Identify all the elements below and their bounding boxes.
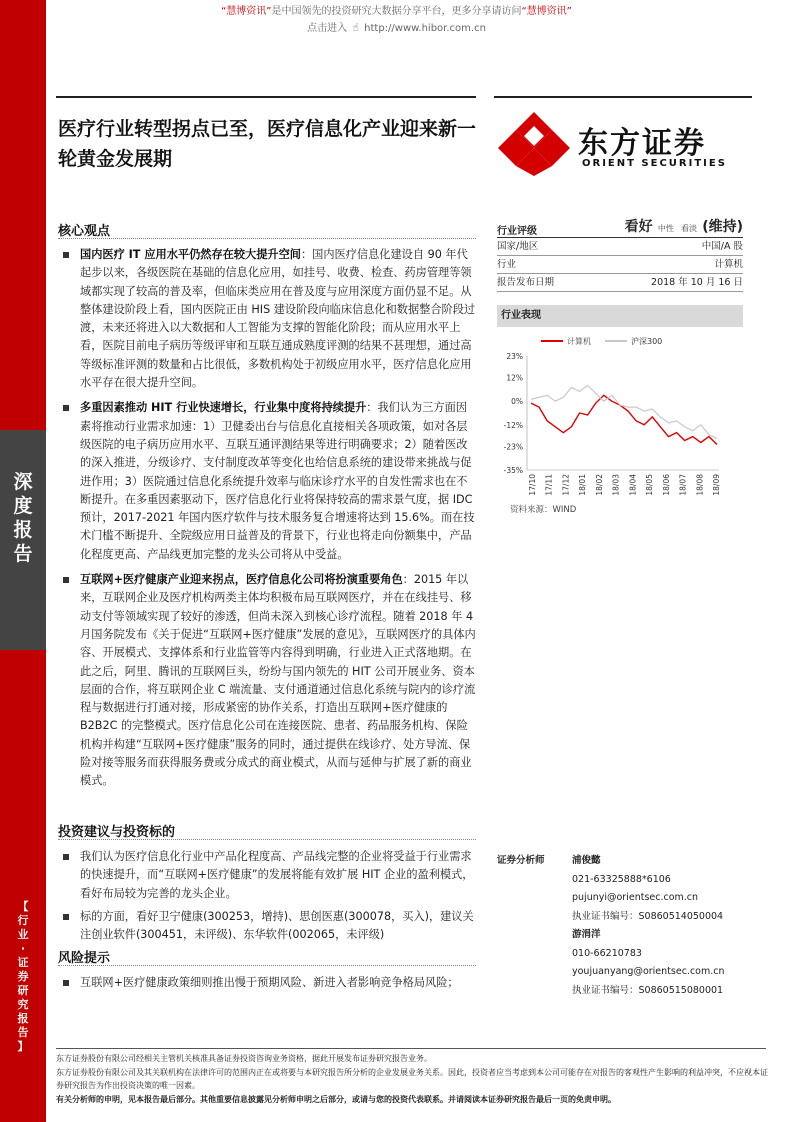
y-tick-label: -35% (503, 466, 523, 475)
bullet-title: 互联网+医疗健康产业迎来拐点，医疗信息化公司将扮演重要角色 (80, 573, 403, 587)
report-type-char: 报 (13, 519, 33, 541)
x-tick-label: 18/08 (695, 474, 705, 496)
rating-row (497, 214, 743, 238)
category-char: 业 (17, 928, 29, 941)
x-tick-label: 18/03 (611, 474, 621, 496)
list-item (58, 246, 478, 392)
analyst-header: 证券分析师 (497, 855, 545, 866)
bullet-title: 多重因素推动 HIT 行业快速增长，行业集中度将持续提升 (80, 401, 367, 415)
bullet-text: 我们认为医疗信息化行业中产品化程度高、产品线完整的企业将受益于行业需求的快速提升，而“互联网+医疗健康”的发展将能有效扩展 HIT 企业的盈利模式，看好布局较为完善的龙头企业。 (80, 850, 474, 900)
report-type-label (0, 470, 46, 566)
core-body (58, 246, 478, 791)
y-tick-label: -23% (503, 442, 523, 452)
report-title: 医疗行业转型拐点已至，医疗信息化产业迎来新一轮黄金发展期 (58, 118, 477, 170)
info-key: 国家/地区 (497, 241, 539, 252)
category-char: 证 (17, 956, 29, 969)
analyst-email[interactable]: pujunyi@orientsec.com.cn (572, 892, 699, 903)
y-tick-label: 23% (506, 352, 523, 361)
list-item (58, 974, 478, 992)
category-char: 行 (17, 914, 29, 927)
chart-source: 资料来源：WIND (510, 505, 577, 515)
banner-text: 是中国领先的投资研究大数据分享平台，更多分享请访问 (271, 6, 522, 17)
x-tick-label: 18/02 (594, 474, 604, 496)
rating-box (497, 214, 743, 292)
x-tick-label: 18/07 (678, 474, 688, 496)
info-row (497, 274, 743, 292)
analyst-phone: 010-66210783 (572, 947, 642, 959)
bullet-text: 标的方面，看好卫宁健康(300253，增持)、思创医惠(300078，买入)，建议关注创业软件(300451，未评级)、东华软件(002065，未评级) (80, 909, 474, 942)
invest-heading: 投资建议与投资标的 (58, 821, 175, 840)
list-item (58, 848, 478, 903)
perf-header: 行业表现 (497, 305, 743, 327)
footer-line: 东方证券股份有限公司经相关主管机关核准具备证券投资咨询业务资格，据此开展发布证券研究报告业务。 (56, 1054, 432, 1063)
invest-body (58, 848, 478, 944)
info-key: 行业 (497, 259, 517, 270)
x-tick-label: 18/09 (712, 474, 721, 496)
info-value: 2018 年 10 月 16 日 (651, 277, 743, 288)
banner-brand: “慧博资讯” (221, 6, 272, 17)
x-tick-label: 18/04 (628, 474, 638, 496)
logo-mark-icon (498, 112, 570, 176)
report-type-char: 度 (13, 495, 33, 517)
bullet-text: ：国内医疗信息化建设自 90 年代起步以来，各级医院在基础的信息化应用，如挂号、收费、检查、药房管理等领域都实现了较高的普及率，但临床类应用在普及度与应用深度方面仍显不足。从整体建设阶段上看，国内医院正由 HIS 建设阶段向临床信息化和数据整合阶段过渡，未来还将进入以大数据和人工智能为支撑的智能化阶段；而从应用水平上看，医院目前电子病历等级评审和互联互通成熟度评测的结果不甚理想，通过高等级标准评测的数量和占比很低，多数机构处于初级应用水平，医疗信息化应用水平存在很大提升空间。 (80, 248, 476, 390)
category-char: · (20, 942, 26, 955)
category-char: 】 (17, 1040, 29, 1053)
top-banner (0, 4, 793, 37)
banner-brand-2: “慧博资讯” (521, 6, 572, 17)
rating-option-negative: 看淡 (681, 224, 698, 233)
y-tick-label: -12% (503, 420, 523, 430)
report-category-label (10, 900, 36, 1054)
title-rule (56, 96, 476, 98)
y-tick-label: 0% (511, 397, 523, 407)
rating-value-group (625, 216, 743, 236)
category-char: 券 (17, 970, 29, 983)
list-item (58, 908, 478, 945)
click-hand-icon: ☝ (352, 21, 359, 34)
bullet-text: ：2015 年以来，互联网企业及医疗机构两类主体均积极布局互联网医疗，并在在线挂号、移动支付等领域实现了较好的渗透，但尚未深入到核心诊疗流程。随着 2018 年 4 月国务院发布《关于促进“互联网+医疗健康”发展的意见》，互联网医疗的具体内容、开展模式、支撑体系和行业监管等内容得到明确，行业进入正式落地期。在此之后，阿里、腾讯的互联网巨头，纷纷与国内领先的 HIT 公司开展业务、资本层面的合作，将互联网企业 C 端流量、支付通道通过信息化系统与院内的诊疗流程与数据进行打通对接，形成紧密的协作关系，打造出互联网+医疗健康的 B2B2C 的完整模式。医疗信息化公司在连接医院、患者、药品服务机构、保险机构并构建“互联网+医疗健康”服务的同时，通过提供在线诊疗、处方导流、保险对接等服务而获得服务费或分成式的商业模式，从而与延伸与扩展了新的商业模式。 (80, 573, 476, 788)
analyst-cert: 执业证书编号：S0860514050004 (572, 910, 724, 922)
x-tick-label: 17/10 (528, 474, 537, 496)
analyst-name: 浦俊懿 (572, 855, 601, 866)
footer-line: 东方证券股份有限公司及其关联机构在法律许可的范围内正在或将要与本研究报告所分析的企业发展业务关系。因此，投资者应当考虑到本公司可能存在对报告的客观性产生影响的利益冲突，不应视本证券研究报告为作出投资决策的唯一因素。 (56, 1067, 768, 1090)
x-tick-label: 18/05 (645, 474, 655, 496)
logo-text-cn: 东方证券 (578, 126, 706, 161)
info-value: 中国/A 股 (701, 241, 743, 252)
y-tick-label: 12% (506, 373, 523, 383)
x-tick-label: 17/12 (561, 474, 571, 496)
analyst-email[interactable]: youjuanyang@orientsec.com.cn (572, 966, 725, 977)
company-logo (498, 108, 748, 178)
risk-heading: 风险提示 (58, 947, 110, 966)
analyst-cert: 执业证书编号：S0860515080001 (572, 984, 724, 996)
info-row (497, 256, 743, 274)
category-char: 究 (17, 998, 29, 1011)
logo-rule (494, 96, 752, 98)
logo-text-en: ORIENT SECURITIES (582, 158, 727, 169)
rating-option-neutral: 中性 (657, 224, 674, 233)
list-item (58, 399, 478, 564)
bullet-text: 互联网+医疗健康政策细则推出慢于预期风险、新进入者影响竞争格局风险； (80, 976, 459, 989)
legend-label: 计算机 (567, 337, 591, 346)
analyst-phone: 021-63325888*6106 (572, 873, 671, 885)
report-type-char: 深 (13, 471, 33, 493)
x-tick-label: 18/06 (661, 474, 671, 496)
rating-label: 行业评级 (497, 226, 537, 237)
rating-value: 看好 (624, 219, 653, 235)
x-tick-label: 18/01 (578, 474, 588, 496)
category-char: 【 (17, 900, 29, 913)
category-char: 报 (17, 1012, 29, 1025)
report-type-char: 告 (13, 543, 33, 565)
info-value: 计算机 (714, 259, 743, 270)
category-char: 告 (17, 1026, 29, 1039)
footer-rule (56, 1048, 766, 1049)
bullet-title: 国内医疗 IT 应用水平仍然存在较大提升空间 (80, 248, 301, 261)
banner-enter-text: 点击进入 (307, 23, 348, 34)
category-char: 研 (17, 984, 29, 997)
analyst-name: 游涓洋 (572, 929, 601, 940)
footer-disclaimer (56, 1052, 771, 1106)
x-tick-label: 17/11 (544, 474, 554, 496)
footer-line: 有关分析师的申明，见本报告最后部分。其他重要信息披露见分析师申明之后部分，或请与您的投资代表联系。并请阅读本证券研究报告最后一页的免责申明。 (56, 1094, 616, 1104)
core-heading: 核心观点 (58, 220, 110, 239)
performance-chart (497, 330, 743, 505)
series-line-0 (531, 395, 717, 444)
series-line-1 (531, 385, 717, 438)
analyst-rows (572, 852, 747, 1000)
risk-body (58, 974, 478, 992)
info-row (497, 238, 743, 256)
info-key: 报告发布日期 (497, 277, 555, 288)
bullet-text: ：我们认为三方面因素将推动行业需求加速：1）卫健委出台与信息化直接相关各项政策，如对各层级医院的电子病历应用水平、互联互通评测结果等进行明确要求；2）随着医改的深入推进，分级诊疗、支付制度改革等变化也给信息系统的建设带来挑战与促进作用；3）医院通过信息化系统提升效率与临床诊疗水平的自发性需求也在不断提升。在多重因素驱动下，医疗信息化行业将保持较高的需求景气度，据 IDC 预计，2017-2021 年国内医疗软件与技术服务复合增速将达到 15.6%。而在技术门槛不断提升、全院级应用日益普及的背景下，行业也将走向份额集中，产品化程度更高、产品线更加完整的龙头公司将从中受益。 (80, 401, 475, 561)
legend-label: 沪深300 (631, 337, 663, 346)
banner-link[interactable]: http://www.hibor.com.cn (364, 23, 486, 34)
rating-maintain: (维持) (702, 219, 743, 235)
list-item (58, 571, 478, 791)
